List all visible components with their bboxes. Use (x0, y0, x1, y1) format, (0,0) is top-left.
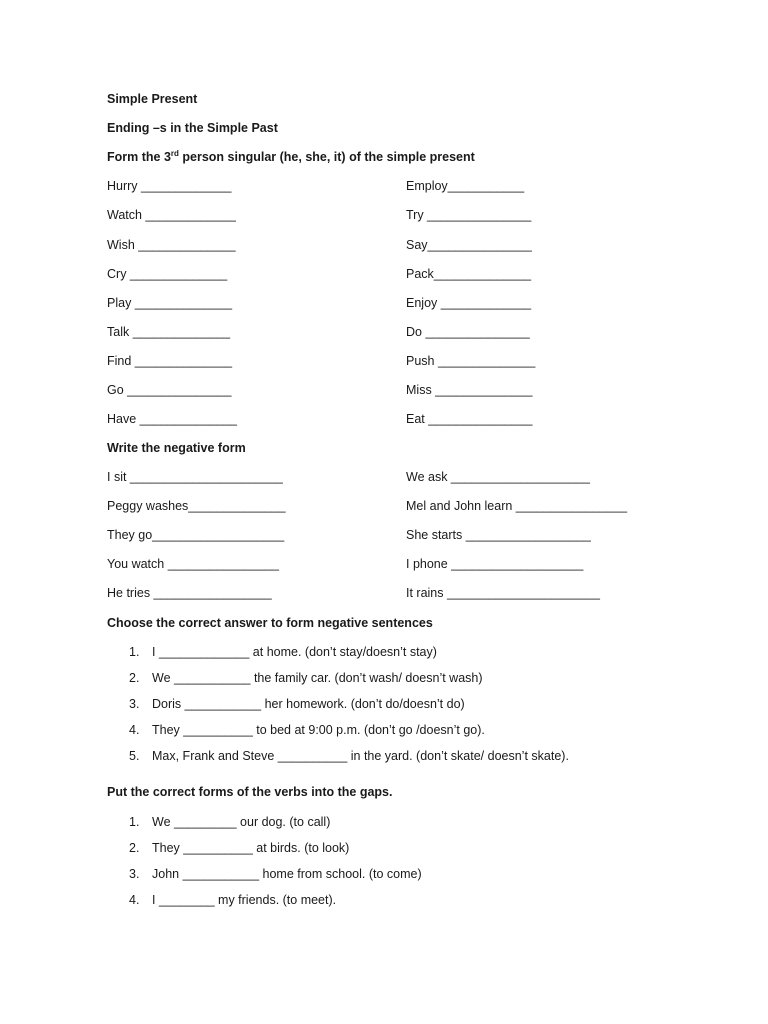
verb-row (0, 238, 768, 256)
negative-left: Peggy washes______________ (107, 499, 286, 513)
verb-left: Hurry _____________ (107, 179, 232, 193)
verb-right: Push ______________ (406, 354, 536, 368)
item-text: They __________ at birds. (to look) (152, 841, 350, 855)
negative-row (0, 528, 768, 546)
verb-right: Try _______________ (406, 208, 532, 222)
verb-left: Watch _____________ (107, 208, 236, 222)
verb-left: Wish ______________ (107, 238, 236, 252)
verb-right: Say_______________ (406, 238, 532, 252)
negative-right: It rains ______________________ (406, 586, 600, 600)
negative-right: I phone ___________________ (406, 557, 584, 571)
item-number: 2. (129, 671, 140, 685)
item-number: 2. (129, 841, 140, 855)
item-number: 3. (129, 697, 140, 711)
verb-left: Find ______________ (107, 354, 233, 368)
verb-row (0, 179, 768, 197)
item-number: 1. (129, 645, 140, 659)
item-text: We ___________ the family car. (don’t wash/ doesn’t wash) (152, 671, 483, 685)
verb-row (0, 325, 768, 343)
item-number: 1. (129, 815, 140, 829)
verb-row (0, 267, 768, 285)
item-text: Doris ___________ her homework. (don’t do/doesn’t do) (152, 697, 465, 711)
negative-right: We ask ____________________ (406, 470, 590, 484)
item-text: They __________ to bed at 9:00 p.m. (don’t go /doesn’t go). (152, 723, 485, 737)
negative-row (0, 586, 768, 604)
section1-heading (107, 150, 475, 164)
item-text: John ___________ home from school. (to come) (152, 867, 422, 881)
negative-left: You watch ________________ (107, 557, 279, 571)
verb-right: Enjoy _____________ (406, 296, 532, 310)
verb-row (0, 208, 768, 226)
item-number: 3. (129, 867, 140, 881)
section1-heading-sup: rd (170, 148, 179, 158)
verb-left: Play ______________ (107, 296, 233, 310)
verb-left: Have ______________ (107, 412, 237, 426)
verb-right: Do _______________ (406, 325, 530, 339)
negative-row (0, 470, 768, 488)
verb-row (0, 412, 768, 430)
verb-left: Cry ______________ (107, 267, 228, 281)
verb-left: Go _______________ (107, 383, 232, 397)
section1-heading-pre: Form the 3 (107, 150, 171, 164)
verb-right: Pack______________ (406, 267, 532, 281)
item-text: Max, Frank and Steve __________ in the yard. (don’t skate/ doesn’t skate). (152, 749, 569, 763)
verb-row (0, 383, 768, 401)
section2-heading: Write the negative form (107, 441, 246, 455)
item-text: I ________ my friends. (to meet). (152, 893, 337, 907)
negative-row (0, 557, 768, 575)
verb-row (0, 354, 768, 372)
page-subtitle: Ending –s in the Simple Past (107, 121, 278, 135)
negative-right: She starts __________________ (406, 528, 591, 542)
item-text: I _____________ at home. (don’t stay/doesn’t stay) (152, 645, 437, 659)
page-title: Simple Present (107, 92, 198, 106)
section1-heading-post: person singular (he, she, it) of the simple present (178, 150, 475, 164)
item-number: 4. (129, 723, 140, 737)
negative-right: Mel and John learn ________________ (406, 499, 628, 513)
item-number: 4. (129, 893, 140, 907)
negative-left: They go___________________ (107, 528, 285, 542)
verb-right: Eat _______________ (406, 412, 533, 426)
verb-row (0, 296, 768, 314)
verb-right: Employ___________ (406, 179, 525, 193)
item-number: 5. (129, 749, 140, 763)
negative-left: I sit ______________________ (107, 470, 283, 484)
negative-row (0, 499, 768, 517)
item-text: We _________ our dog. (to call) (152, 815, 331, 829)
negative-left: He tries _________________ (107, 586, 272, 600)
section4-heading: Put the correct forms of the verbs into the gaps. (107, 785, 393, 799)
verb-right: Miss ______________ (406, 383, 533, 397)
section3-heading: Choose the correct answer to form negative sentences (107, 616, 433, 630)
verb-left: Talk ______________ (107, 325, 231, 339)
